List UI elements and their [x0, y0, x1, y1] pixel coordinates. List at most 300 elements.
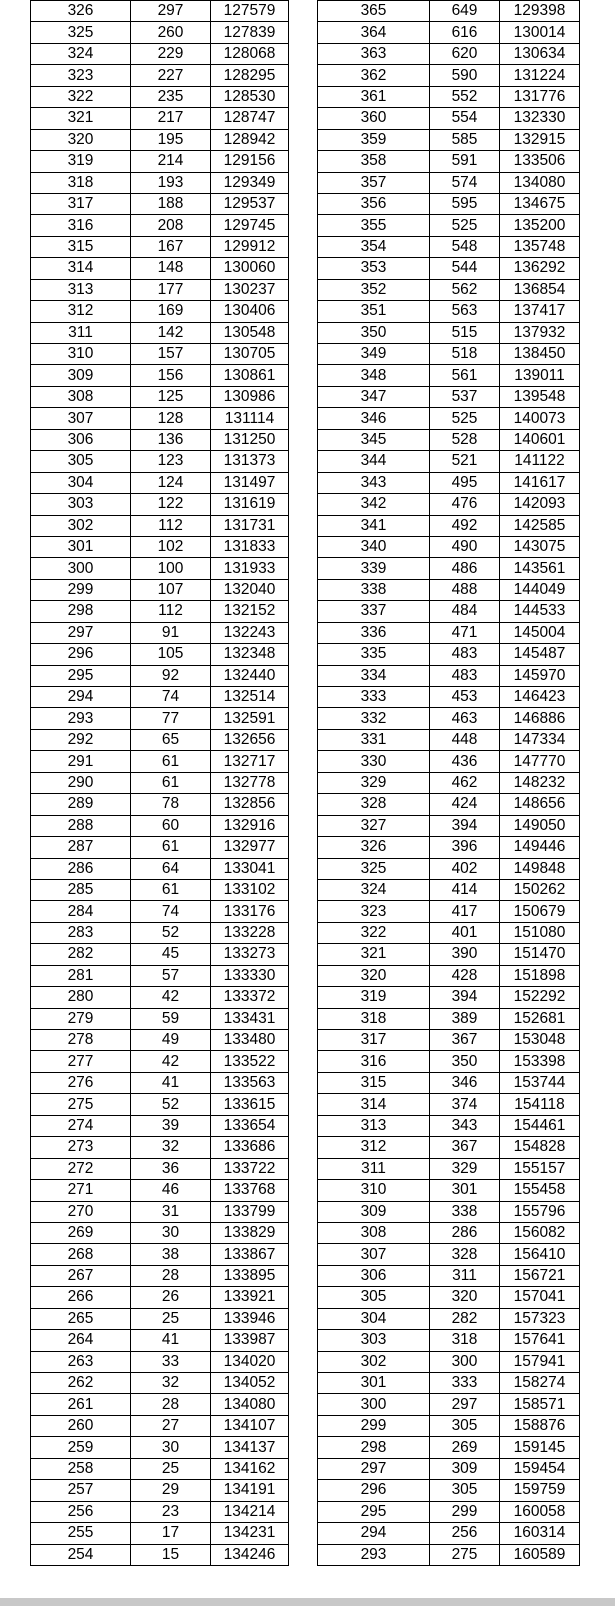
table-row [318, 515, 580, 536]
cumulative-cell: 130986 [211, 386, 289, 407]
count-cell: 574 [430, 172, 500, 193]
score-cell: 326 [31, 1, 131, 22]
cumulative-cell: 131224 [500, 65, 580, 86]
cumulative-cell: 132243 [211, 622, 289, 643]
count-cell: 169 [131, 301, 211, 322]
cumulative-cell: 145970 [500, 665, 580, 686]
table-row [318, 1544, 580, 1565]
cumulative-cell: 160589 [500, 1544, 580, 1565]
table-row [31, 1523, 289, 1544]
cumulative-cell: 129156 [211, 151, 289, 172]
score-cell: 355 [318, 215, 430, 236]
count-cell: 124 [131, 472, 211, 493]
count-cell: 39 [131, 1115, 211, 1136]
table-row [31, 451, 289, 472]
cumulative-cell: 160314 [500, 1523, 580, 1544]
count-cell: 417 [430, 901, 500, 922]
count-cell: 518 [430, 344, 500, 365]
cumulative-cell: 133372 [211, 987, 289, 1008]
cumulative-cell: 143561 [500, 558, 580, 579]
count-cell: 122 [131, 494, 211, 515]
score-cell: 294 [31, 687, 131, 708]
score-cell: 309 [31, 365, 131, 386]
count-cell: 269 [430, 1437, 500, 1458]
cumulative-cell: 133522 [211, 1051, 289, 1072]
cumulative-cell: 134675 [500, 193, 580, 214]
count-cell: 59 [131, 1008, 211, 1029]
table-row [318, 1137, 580, 1158]
cumulative-cell: 130548 [211, 322, 289, 343]
score-cell: 307 [31, 408, 131, 429]
count-cell: 424 [430, 794, 500, 815]
score-cell: 284 [31, 901, 131, 922]
count-cell: 318 [430, 1330, 500, 1351]
score-cell: 337 [318, 601, 430, 622]
cumulative-cell: 133987 [211, 1330, 289, 1351]
count-cell: 31 [131, 1201, 211, 1222]
table-row [318, 794, 580, 815]
cumulative-cell: 131933 [211, 558, 289, 579]
cumulative-cell: 133722 [211, 1158, 289, 1179]
count-cell: 107 [131, 579, 211, 600]
cumulative-cell: 155458 [500, 1180, 580, 1201]
score-cell: 265 [31, 1308, 131, 1329]
score-cell: 314 [31, 258, 131, 279]
table-row [31, 1, 289, 22]
score-cell: 317 [31, 193, 131, 214]
score-cell: 298 [318, 1437, 430, 1458]
cumulative-cell: 133228 [211, 922, 289, 943]
cumulative-cell: 133563 [211, 1072, 289, 1093]
cumulative-cell: 148232 [500, 772, 580, 793]
score-cell: 358 [318, 151, 430, 172]
count-cell: 17 [131, 1523, 211, 1544]
cumulative-cell: 133654 [211, 1115, 289, 1136]
count-cell: 328 [430, 1244, 500, 1265]
count-cell: 41 [131, 1330, 211, 1351]
score-cell: 261 [31, 1394, 131, 1415]
cumulative-cell: 152292 [500, 987, 580, 1008]
count-cell: 235 [131, 86, 211, 107]
count-cell: 256 [430, 1523, 500, 1544]
count-cell: 585 [430, 129, 500, 150]
cumulative-cell: 132591 [211, 708, 289, 729]
table-row [31, 472, 289, 493]
cumulative-cell: 153744 [500, 1072, 580, 1093]
count-cell: 112 [131, 601, 211, 622]
table-row [318, 472, 580, 493]
table-row [31, 1072, 289, 1093]
cumulative-cell: 147770 [500, 751, 580, 772]
count-cell: 561 [430, 365, 500, 386]
cumulative-cell: 142585 [500, 515, 580, 536]
score-cell: 270 [31, 1201, 131, 1222]
count-cell: 297 [430, 1394, 500, 1415]
table-row [31, 1437, 289, 1458]
table-row [318, 1, 580, 22]
cumulative-cell: 132856 [211, 794, 289, 815]
score-cell: 276 [31, 1072, 131, 1093]
score-cell: 363 [318, 43, 430, 64]
horizontal-scrollbar-track[interactable] [0, 1598, 615, 1606]
cumulative-cell: 145487 [500, 644, 580, 665]
count-cell: 23 [131, 1501, 211, 1522]
cumulative-cell: 136292 [500, 258, 580, 279]
cumulative-cell: 155157 [500, 1158, 580, 1179]
cumulative-cell: 140073 [500, 408, 580, 429]
count-cell: 396 [430, 837, 500, 858]
count-cell: 436 [430, 751, 500, 772]
count-cell: 25 [131, 1308, 211, 1329]
table-row [31, 515, 289, 536]
table-row [31, 665, 289, 686]
table-row [31, 965, 289, 986]
count-cell: 57 [131, 965, 211, 986]
cumulative-cell: 155796 [500, 1201, 580, 1222]
count-cell: 25 [131, 1458, 211, 1479]
count-cell: 26 [131, 1287, 211, 1308]
cumulative-cell: 143075 [500, 536, 580, 557]
cumulative-cell: 128295 [211, 65, 289, 86]
count-cell: 414 [430, 879, 500, 900]
cumulative-cell: 146423 [500, 687, 580, 708]
cumulative-cell: 133768 [211, 1180, 289, 1201]
count-cell: 495 [430, 472, 500, 493]
score-cell: 302 [31, 515, 131, 536]
count-cell: 490 [430, 536, 500, 557]
cumulative-cell: 133431 [211, 1008, 289, 1029]
score-cell: 305 [31, 451, 131, 472]
table-row [31, 193, 289, 214]
table-row [31, 794, 289, 815]
cumulative-cell: 133829 [211, 1222, 289, 1243]
cumulative-cell: 156410 [500, 1244, 580, 1265]
cumulative-cell: 130861 [211, 365, 289, 386]
table-row [31, 258, 289, 279]
cumulative-cell: 145004 [500, 622, 580, 643]
score-cell: 360 [318, 108, 430, 129]
table-row [318, 65, 580, 86]
table-row [318, 279, 580, 300]
table-row [31, 579, 289, 600]
cumulative-cell: 131250 [211, 429, 289, 450]
count-cell: 74 [131, 687, 211, 708]
table-row [318, 622, 580, 643]
table-row [31, 1394, 289, 1415]
cumulative-cell: 144049 [500, 579, 580, 600]
cumulative-cell: 132915 [500, 129, 580, 150]
count-cell: 123 [131, 451, 211, 472]
cumulative-cell: 128068 [211, 43, 289, 64]
count-cell: 217 [131, 108, 211, 129]
cumulative-cell: 151080 [500, 922, 580, 943]
cumulative-cell: 132778 [211, 772, 289, 793]
score-cell: 290 [31, 772, 131, 793]
cumulative-cell: 153048 [500, 1030, 580, 1051]
cumulative-cell: 154828 [500, 1137, 580, 1158]
cumulative-cell: 134080 [211, 1394, 289, 1415]
count-cell: 65 [131, 729, 211, 750]
score-cell: 277 [31, 1051, 131, 1072]
score-cell: 260 [31, 1415, 131, 1436]
table-row [31, 644, 289, 665]
score-cell: 316 [31, 215, 131, 236]
score-cell: 304 [31, 472, 131, 493]
score-cell: 324 [318, 879, 430, 900]
score-cell: 299 [31, 579, 131, 600]
count-cell: 156 [131, 365, 211, 386]
cumulative-cell: 133921 [211, 1287, 289, 1308]
count-cell: 61 [131, 751, 211, 772]
score-cell: 293 [31, 708, 131, 729]
count-cell: 305 [430, 1415, 500, 1436]
cumulative-cell: 134137 [211, 1437, 289, 1458]
count-cell: 78 [131, 794, 211, 815]
table-row [31, 708, 289, 729]
table-row [31, 1501, 289, 1522]
count-cell: 300 [430, 1351, 500, 1372]
table-row [318, 86, 580, 107]
table-row [31, 815, 289, 836]
score-cell: 318 [318, 1008, 430, 1029]
count-cell: 394 [430, 987, 500, 1008]
cumulative-cell: 134052 [211, 1373, 289, 1394]
score-cell: 316 [318, 1051, 430, 1072]
cumulative-cell: 132916 [211, 815, 289, 836]
cumulative-cell: 127839 [211, 22, 289, 43]
table-row [31, 1351, 289, 1372]
score-cell: 295 [318, 1501, 430, 1522]
count-cell: 453 [430, 687, 500, 708]
table-row [318, 258, 580, 279]
table-row [31, 129, 289, 150]
count-cell: 195 [131, 129, 211, 150]
cumulative-cell: 133506 [500, 151, 580, 172]
cumulative-cell: 134020 [211, 1351, 289, 1372]
count-cell: 428 [430, 965, 500, 986]
table-row [318, 879, 580, 900]
table-row [31, 151, 289, 172]
score-cell: 298 [31, 601, 131, 622]
count-cell: 649 [430, 1, 500, 22]
score-cell: 273 [31, 1137, 131, 1158]
cumulative-cell: 130014 [500, 22, 580, 43]
count-cell: 329 [430, 1158, 500, 1179]
cumulative-cell: 157641 [500, 1330, 580, 1351]
table-row [31, 408, 289, 429]
table-row [31, 601, 289, 622]
score-cell: 301 [31, 536, 131, 557]
table-row [318, 901, 580, 922]
cumulative-cell: 129398 [500, 1, 580, 22]
count-cell: 61 [131, 772, 211, 793]
table-row [31, 1544, 289, 1565]
table-row [31, 879, 289, 900]
count-cell: 74 [131, 901, 211, 922]
table-row [318, 1201, 580, 1222]
table-row [318, 1415, 580, 1436]
cumulative-cell: 158876 [500, 1415, 580, 1436]
score-cell: 320 [318, 965, 430, 986]
table-row [31, 1287, 289, 1308]
table-row [318, 987, 580, 1008]
table-row [318, 193, 580, 214]
score-cell: 359 [318, 129, 430, 150]
score-cell: 291 [31, 751, 131, 772]
score-cell: 327 [318, 815, 430, 836]
table-row [31, 687, 289, 708]
count-cell: 374 [430, 1094, 500, 1115]
score-cell: 289 [31, 794, 131, 815]
score-cell: 323 [31, 65, 131, 86]
count-cell: 188 [131, 193, 211, 214]
count-cell: 525 [430, 215, 500, 236]
count-cell: 591 [430, 151, 500, 172]
table-row [318, 1330, 580, 1351]
score-cell: 309 [318, 1201, 430, 1222]
count-cell: 462 [430, 772, 500, 793]
count-cell: 620 [430, 43, 500, 64]
cumulative-cell: 151470 [500, 944, 580, 965]
cumulative-cell: 133867 [211, 1244, 289, 1265]
score-cell: 269 [31, 1222, 131, 1243]
table-row [318, 1523, 580, 1544]
count-cell: 27 [131, 1415, 211, 1436]
table-row [318, 494, 580, 515]
score-cell: 349 [318, 344, 430, 365]
score-cell: 364 [318, 22, 430, 43]
table-row [31, 901, 289, 922]
table-row [318, 172, 580, 193]
table-row [318, 108, 580, 129]
score-cell: 297 [31, 622, 131, 643]
count-cell: 448 [430, 729, 500, 750]
table-row [318, 1437, 580, 1458]
count-cell: 77 [131, 708, 211, 729]
table-row [318, 858, 580, 879]
cumulative-cell: 131497 [211, 472, 289, 493]
score-cell: 350 [318, 322, 430, 343]
count-cell: 52 [131, 922, 211, 943]
cumulative-cell: 130705 [211, 344, 289, 365]
cumulative-cell: 159454 [500, 1458, 580, 1479]
table-row [318, 1180, 580, 1201]
count-cell: 45 [131, 944, 211, 965]
count-cell: 229 [131, 43, 211, 64]
count-cell: 36 [131, 1158, 211, 1179]
score-cell: 254 [31, 1544, 131, 1565]
score-cell: 344 [318, 451, 430, 472]
score-cell: 361 [318, 86, 430, 107]
table-row [31, 43, 289, 64]
score-cell: 304 [318, 1308, 430, 1329]
score-cell: 352 [318, 279, 430, 300]
table-row [31, 322, 289, 343]
count-cell: 390 [430, 944, 500, 965]
score-cell: 315 [318, 1072, 430, 1093]
cumulative-cell: 129537 [211, 193, 289, 214]
table-row [31, 729, 289, 750]
score-cell: 321 [31, 108, 131, 129]
count-cell: 167 [131, 236, 211, 257]
count-cell: 177 [131, 279, 211, 300]
count-cell: 488 [430, 579, 500, 600]
count-cell: 528 [430, 429, 500, 450]
count-cell: 32 [131, 1373, 211, 1394]
cumulative-cell: 127579 [211, 1, 289, 22]
table-row [31, 1051, 289, 1072]
table-row [31, 1180, 289, 1201]
score-cell: 271 [31, 1180, 131, 1201]
score-cell: 331 [318, 729, 430, 750]
count-cell: 616 [430, 22, 500, 43]
count-cell: 42 [131, 987, 211, 1008]
table-row [31, 365, 289, 386]
score-cell: 287 [31, 837, 131, 858]
cumulative-cell: 156721 [500, 1265, 580, 1286]
score-cell: 310 [318, 1180, 430, 1201]
count-cell: 102 [131, 536, 211, 557]
score-cell: 257 [31, 1480, 131, 1501]
cumulative-cell: 152681 [500, 1008, 580, 1029]
right-score-table [317, 0, 580, 1566]
score-cell: 299 [318, 1415, 430, 1436]
cumulative-cell: 133480 [211, 1030, 289, 1051]
count-cell: 367 [430, 1030, 500, 1051]
score-cell: 314 [318, 1094, 430, 1115]
score-cell: 326 [318, 837, 430, 858]
cumulative-cell: 139011 [500, 365, 580, 386]
count-cell: 311 [430, 1265, 500, 1286]
score-cell: 330 [318, 751, 430, 772]
cumulative-cell: 131731 [211, 515, 289, 536]
cumulative-cell: 132656 [211, 729, 289, 750]
cumulative-cell: 149050 [500, 815, 580, 836]
table-row [318, 1501, 580, 1522]
cumulative-cell: 133176 [211, 901, 289, 922]
table-row [318, 922, 580, 943]
score-cell: 297 [318, 1458, 430, 1479]
score-cell: 264 [31, 1330, 131, 1351]
score-cell: 278 [31, 1030, 131, 1051]
count-cell: 227 [131, 65, 211, 86]
table-row [318, 1244, 580, 1265]
cumulative-cell: 128942 [211, 129, 289, 150]
score-cell: 333 [318, 687, 430, 708]
count-cell: 562 [430, 279, 500, 300]
score-cell: 300 [318, 1394, 430, 1415]
score-cell: 324 [31, 43, 131, 64]
cumulative-cell: 134107 [211, 1415, 289, 1436]
cumulative-cell: 133799 [211, 1201, 289, 1222]
table-row [31, 837, 289, 858]
table-row [318, 22, 580, 43]
score-cell: 356 [318, 193, 430, 214]
table-row [31, 494, 289, 515]
count-cell: 52 [131, 1094, 211, 1115]
count-cell: 275 [430, 1544, 500, 1565]
score-cell: 339 [318, 558, 430, 579]
table-row [31, 215, 289, 236]
score-cell: 365 [318, 1, 430, 22]
score-cell: 313 [31, 279, 131, 300]
cumulative-cell: 141122 [500, 451, 580, 472]
score-cell: 282 [31, 944, 131, 965]
table-row [318, 644, 580, 665]
count-cell: 338 [430, 1201, 500, 1222]
score-cell: 256 [31, 1501, 131, 1522]
score-cell: 259 [31, 1437, 131, 1458]
